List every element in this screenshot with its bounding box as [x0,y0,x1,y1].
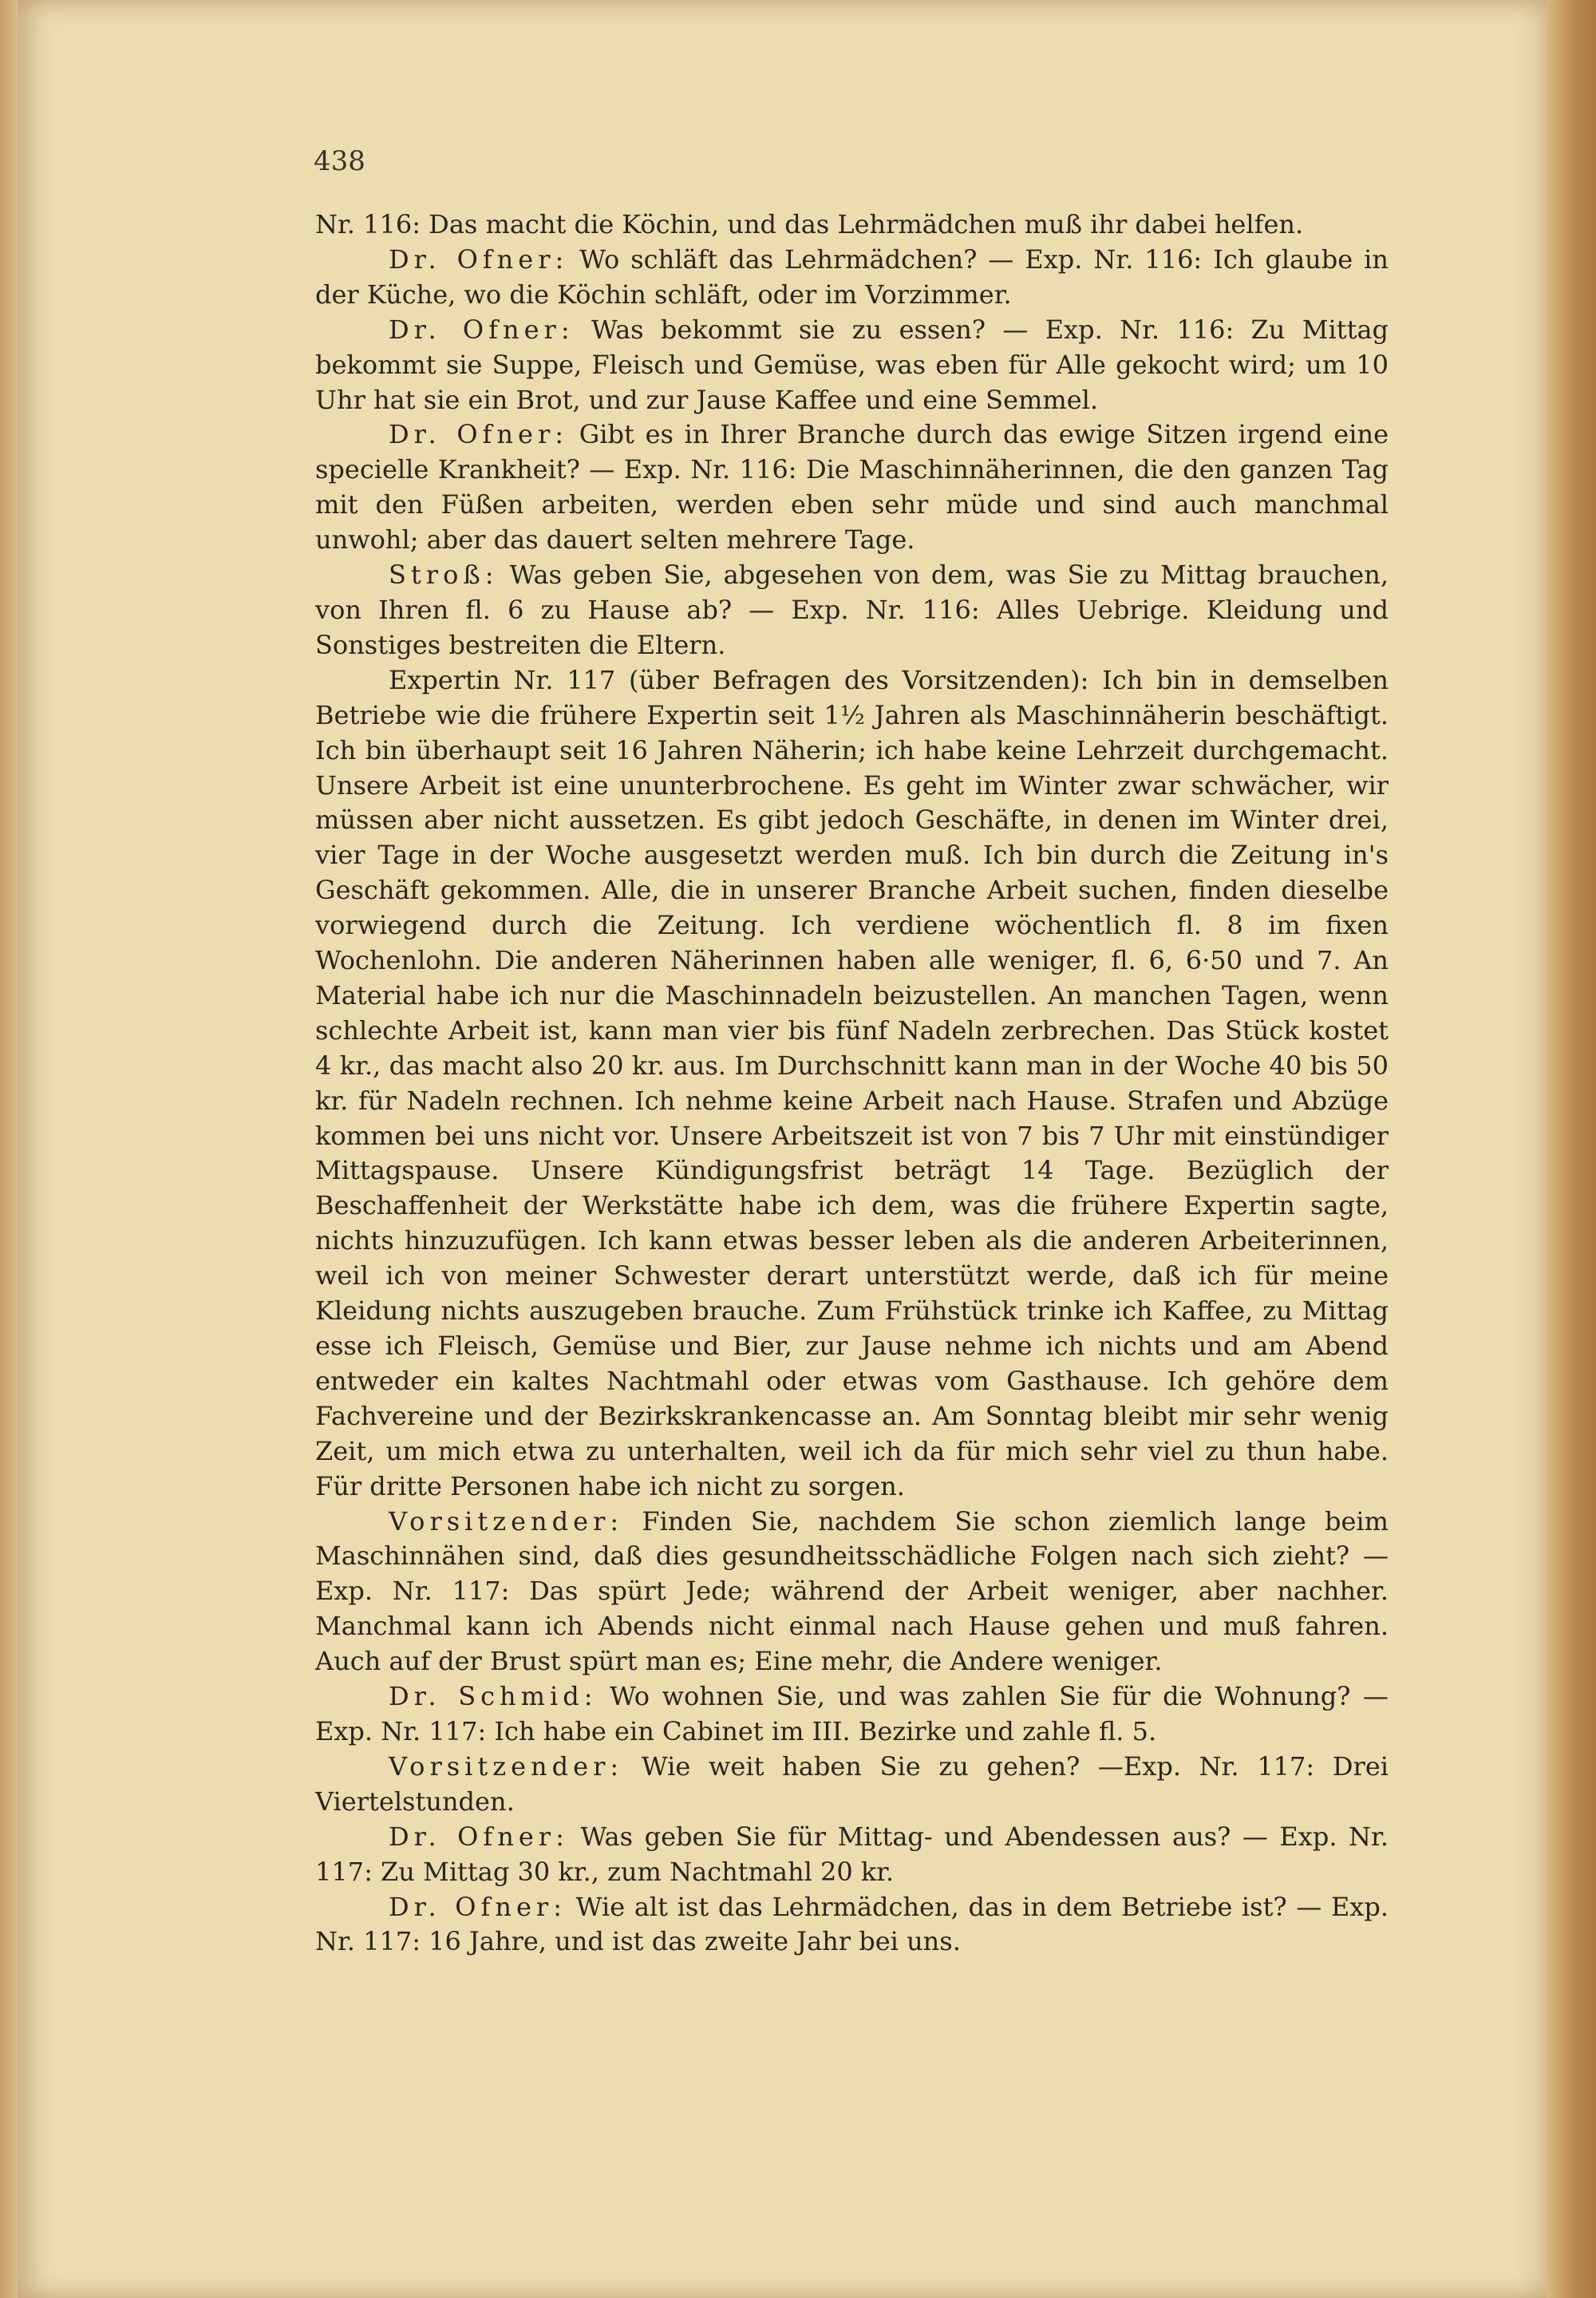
speaker-name: Dr. Schmid: [389,1681,598,1712]
paragraph-text: Expertin Nr. 117 (über Befragen des Vorsitzenden): Ich bin in demselben Betriebe wie die frühere Expertin seit 1½ Jahren als Maschinnäherin beschäftigt. Ich bin überhaupt seit 16 Jahren Näherin; ich habe keine Lehrzeit durchgemacht. Unsere Arbeit ist eine ununterbrochene. Es geht im Winter zwar schwächer, wir müssen aber nicht aussetzen. Es gibt jedoch Geschäfte, in denen im Winter drei, vier Tage in der Woche ausgesetzt werden muß. Ich bin durch die Zeitung in's Geschäft gekommen. Alle, die in unserer Branche Arbeit suchen, finden dieselbe vorwiegend durch die Zeitung. Ich verdiene wöchentlich fl. 8 im fixen Wochenlohn. Die anderen Näherinnen haben alle weniger, fl. 6, 6·50 und 7. An Material habe ich nur die Maschinnadeln beizustellen. An manchen Tagen, wenn schlechte Arbeit ist, kann man vier bis fünf Nadeln zerbrechen. Das Stück kostet 4 kr., das macht also 20 kr. aus. Im Durchschnitt kann man in der Woche 40 bis 50 kr. für Nadeln rechnen. Ich nehme keine Arbeit nach Hause. Strafen und Abzüge kommen bei uns nicht vor. Unsere Arbeitszeit ist von 7 bis 7 Uhr mit einstündiger Mittagspause. Unsere Kündigungsfrist beträgt 14 Tage. Bezüglich der Beschaffenheit der Werkstätte habe ich dem, was die frühere Expertin sagte, nichts hinzuzufügen. Ich kann etwas besser leben als die anderen Arbeiterinnen, weil ich von meiner Schwester derart unterstützt werde, daß ich für meine Kleidung nichts auszugeben brauche. Zum Frühstück trinke ich Kaffee, zu Mittag esse ich Fleisch, Gemüse und Bier, zur Jause nehme ich nichts und am Abend entweder ein kaltes Nachtmahl oder etwas vom Gasthause. Ich gehöre dem Fachvereine und der Bezirkskrankencasse an. Am Sonntag bleibt mir sehr wenig Zeit, um mich etwa zu unterhalten, weil ich da für mich sehr viel zu thun habe. Für dritte Personen habe ich nicht zu sorgen. [315,664,1389,1501]
speaker-name: Dr. Ofner: [389,1821,569,1852]
paragraph-text: Was geben Sie für Mittag- und Abendessen aus? — Exp. Nr. 117: Zu Mittag 30 kr., zum Nachtmahl 20 kr. [315,1821,1389,1887]
page-right-edge [1547,0,1596,2298]
page-left-edge [0,0,19,2298]
paragraph-text: Wo wohnen Sie, und was zahlen Sie für die Wohnung? — Exp. Nr. 117: Ich habe ein Cabinet im III. Bezirke und zahle fl. 5. [315,1681,1389,1746]
speaker-name: Stroß: [389,560,499,591]
speaker-name: Vorsitzender: [389,1750,624,1782]
paragraph [315,1890,1389,1960]
speaker-name: Dr. Ofner: [389,243,569,275]
speaker-name: Dr. Ofner: [389,419,569,450]
paragraph [315,663,1389,1505]
speaker-name: Dr. Ofner: [389,314,575,345]
paragraph [315,1750,1389,1820]
paragraph [315,313,1389,418]
paragraph [315,1505,1389,1680]
speaker-name: Dr. Ofner: [389,1891,567,1922]
paragraph [315,417,1389,558]
page-number: 438 [314,145,365,177]
paragraph [315,208,1389,243]
paragraph [315,558,1389,663]
paragraph-text: Wie weit haben Sie zu gehen? —Exp. Nr. 117: Drei Viertelstunden. [315,1750,1389,1817]
paragraph [315,1820,1389,1890]
paragraph-text: Finden Sie, nachdem Sie schon ziemlich lange beim Maschinnähen sind, daß dies gesundheitsschädliche Folgen nach sich zieht? — Exp. Nr. 117: Das spürt Jede; während der Arbeit weniger, aber nachher. Manchmal kann ich Abends nicht einmal nach Hause gehen und muß fahren. Auch auf der Brust spürt man es; Eine mehr, die Andere weniger. [315,1505,1389,1677]
paragraph-text: Was bekommt sie zu essen? — Exp. Nr. 116: Zu Mittag bekommt sie Suppe, Fleisch und Gemüse, was eben für Alle gekocht wird; um 10 Uhr hat sie ein Brot, und zur Jause Kaffee und eine Semmel. [315,314,1389,415]
text-column [315,208,1389,1960]
paragraph [315,1679,1389,1750]
paragraph-text: Wie alt ist das Lehrmädchen, das in dem Betriebe ist? — Exp. Nr. 117: 16 Jahre, und ist das zweite Jahr bei uns. [315,1891,1389,1957]
paragraph-text: Wo schläft das Lehrmädchen? — Exp. Nr. 116: Ich glaube in der Küche, wo die Köchin schläft, oder im Vorzimmer. [315,243,1389,310]
paragraph [315,243,1389,313]
paragraph-text: Gibt es in Ihrer Branche durch das ewige Sitzen irgend eine specielle Krankheit? — Exp. Nr. 116: Die Maschinnäherinnen, die den ganzen Tag mit den Füßen arbeiten, werden eben sehr müde und sind auch manchmal unwohl; aber das dauert selten mehrere Tage. [315,419,1389,556]
paragraph-text: Nr. 116: Das macht die Köchin, und das Lehrmädchen muß ihr dabei helfen. [315,209,1304,239]
paragraph-text: Was geben Sie, abgesehen von dem, was Sie zu Mittag brauchen, von Ihren fl. 6 zu Hause ab? — Exp. Nr. 116: Alles Uebrige. Kleidung und Sonstiges bestreiten die Eltern. [315,560,1389,660]
speaker-name: Vorsitzender: [389,1505,624,1537]
